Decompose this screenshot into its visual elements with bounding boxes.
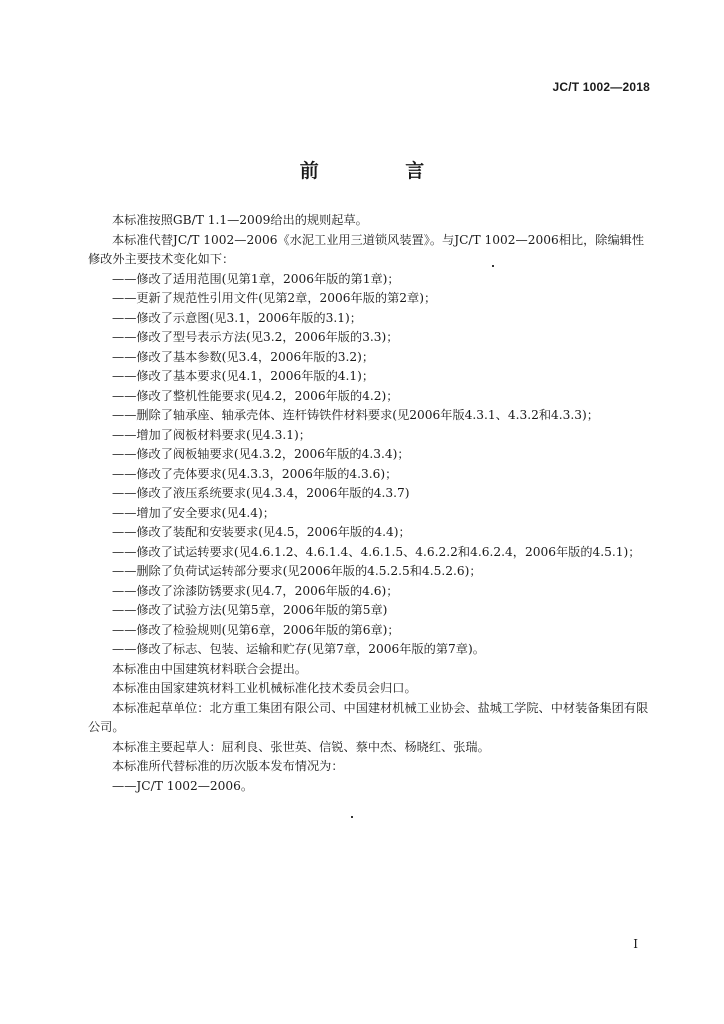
drafters-paragraph: 本标准主要起草人：屈利良、张世英、信锐、蔡中杰、杨晓红、张瑞。 — [112, 739, 490, 754]
committee-paragraph: 本标准由国家建筑材料工业机械标准化技术委员会归口。 — [112, 681, 417, 695]
scan-speck — [351, 816, 353, 818]
intro-paragraph-1: 本标准按照GB/T 1.1—2009给出的规则起草。 — [112, 213, 368, 227]
list-item: ——修改了试运转要求(见4.6.1.2、4.6.1.4、4.6.1.5、4.6.2.2和4.6.2.4，2006年版的4.5.1)； — [112, 544, 641, 559]
list-item: ——修改了型号表示方法(见3.2，2006年版的3.3)； — [112, 330, 399, 344]
list-item: ——更新了规范性引用文件(见第2章，2006年版的第2章)； — [112, 291, 437, 305]
list-item: ——删除了轴承座、轴承壳体、连杆铸铁件材料要求(见2006年版4.3.1、4.3.2和4.3.3)； — [112, 408, 599, 422]
standard-code-header: JC/T 1002—2018 — [552, 80, 650, 94]
document-body — [88, 211, 654, 796]
list-item: ——修改了示意图(见3.1，2006年版的3.1)； — [112, 310, 362, 325]
list-item: ——修改了整机性能要求(见4.2，2006年版的4.2)； — [112, 388, 399, 403]
list-item: ——增加了安全要求(见4.4)； — [112, 505, 275, 520]
list-item: ——增加了阀板材料要求(见4.3.1)； — [112, 427, 311, 442]
proposer-paragraph: 本标准由中国建筑材料联合会提出。 — [112, 661, 307, 676]
list-item: ——修改了试验方法(见第5章，2006年版的第5章) — [112, 603, 388, 617]
scan-speck — [492, 265, 494, 267]
page-number: I — [633, 937, 638, 951]
list-item: ——修改了液压系统要求(见4.3.4，2006年版的4.3.7) — [112, 486, 410, 500]
intro-paragraph-2: 本标准代替JC/T 1002—2006《水泥工业用三道锁风装置》。与JC/T 1002—2006相比，除编辑性修改外主要技术变化如下： — [88, 232, 645, 266]
list-item: ——修改了涂漆防锈要求(见4.7，2006年版的4.6)； — [112, 583, 399, 598]
drafting-units-paragraph: 本标准起草单位：北方重工集团有限公司、中国建材机械工业协会、盐城工学院、中材装备集团有限公司。 — [88, 700, 649, 734]
list-item: ——修改了检验规则(见第6章，2006年版的第6章)； — [112, 622, 400, 637]
list-item: ——修改了装配和安装要求(见4.5，2006年版的4.4)； — [112, 525, 411, 539]
list-item: ——修改了阀板轴要求(见4.3.2，2006年版的4.3.4)； — [112, 447, 410, 461]
changes-list — [88, 270, 654, 660]
list-item: ——修改了适用范围(见第1章，2006年版的第1章)； — [112, 271, 400, 286]
list-item: ——修改了壳体要求(见4.3.3，2006年版的4.3.6)； — [112, 466, 398, 481]
list-item: ——修改了基本要求(见4.1，2006年版的4.1)； — [112, 369, 375, 383]
list-item: ——删除了负荷试运转部分要求(见2006年版的4.5.2.5和4.5.2.6)； — [112, 564, 482, 578]
page-title: 前 言 — [299, 160, 465, 182]
list-item: ——修改了基本参数(见3.4，2006年版的3.2)； — [112, 349, 375, 364]
history-intro-paragraph: 本标准所代替标准的历次版本发布情况为： — [112, 759, 344, 773]
history-item: ——JC/T 1002—2006。 — [112, 778, 254, 793]
list-item: ——修改了标志、包装、运输和贮存(见第7章，2006年版的第7章)。 — [112, 642, 485, 656]
